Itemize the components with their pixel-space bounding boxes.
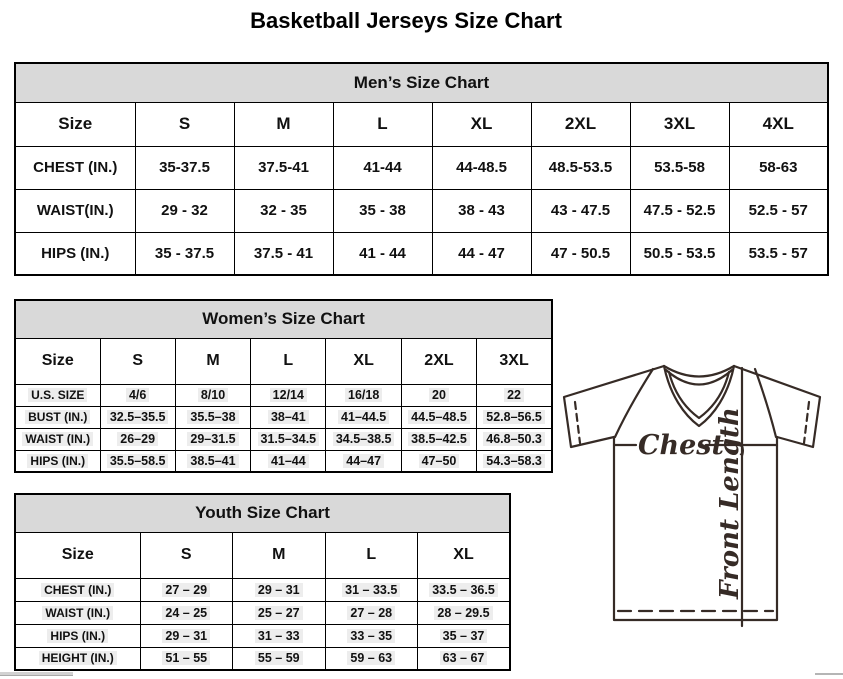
cell-text: 32.5–35.5 [107,410,169,424]
row-label [15,450,100,472]
size-value-cell [100,450,175,472]
cell-text: 44–47 [343,454,384,468]
cell-text: 47–50 [419,454,460,468]
cell-text: 31 – 33 [255,629,303,643]
column-header: Size [15,102,135,146]
cell-text: 34.5–38.5 [333,432,395,446]
column-header: 3XL [630,102,729,146]
size-value-cell [477,450,552,472]
table-title: Men’s Size Chart [15,63,828,102]
size-value-cell: 38 - 43 [432,189,531,232]
cell-text: 51 – 55 [162,651,210,665]
size-value-cell: 53.5 - 57 [729,232,828,275]
size-value-cell: 37.5-41 [234,146,333,189]
cell-text: 22 [504,388,524,402]
cell-text: 38–41 [268,410,309,424]
size-value-cell [401,406,476,428]
size-value-cell: 58-63 [729,146,828,189]
cell-text: 29–31.5 [187,432,238,446]
cell-text: 35 – 37 [440,629,488,643]
size-value-cell [325,601,418,624]
size-value-cell: 47 - 50.5 [531,232,630,275]
size-value-cell: 41 - 44 [333,232,432,275]
front-length-label: Front Length [715,407,745,599]
column-header: L [251,338,326,384]
column-header: 2XL [401,338,476,384]
size-value-cell: 43 - 47.5 [531,189,630,232]
cell-text: 38.5–42.5 [408,432,470,446]
column-header: S [100,338,175,384]
size-value-cell [233,578,326,601]
table-row [15,146,828,189]
size-value-cell [326,428,401,450]
left-cuff-stitch-dashed [575,402,580,443]
size-value-cell [233,647,326,670]
row-label: CHEST (IN.) [15,146,135,189]
jersey-measurement-diagram [552,353,838,645]
size-value-cell [418,647,511,670]
right-cuff-stitch-dashed [804,402,809,443]
column-header: Size [15,338,100,384]
cell-text: HIPS (IN.) [27,454,88,468]
cell-text: BUST (IN.) [25,410,90,424]
cell-text: 52.8–56.5 [483,410,545,424]
cell-text: HIPS (IN.) [47,629,108,643]
size-value-cell [477,384,552,406]
page-title: Basketball Jerseys Size Chart [250,8,562,33]
cell-text: 29 – 31 [162,629,210,643]
size-value-cell [251,450,326,472]
column-header: 2XL [531,102,630,146]
size-value-cell: 44-48.5 [432,146,531,189]
column-header: XL [326,338,401,384]
column-header: L [325,532,418,578]
size-value-cell [326,384,401,406]
row-label: HIPS (IN.) [15,232,135,275]
column-header: S [135,102,234,146]
size-value-cell [140,601,233,624]
cell-text: 31.5–34.5 [258,432,320,446]
column-header: 3XL [477,338,552,384]
cell-text: 16/18 [345,388,382,402]
table-title: Youth Size Chart [15,494,510,532]
cell-text: WAIST (IN.) [22,432,93,446]
cell-text: WAIST (IN.) [42,606,113,620]
size-value-cell [477,428,552,450]
size-value-cell [251,384,326,406]
table-row [15,406,552,428]
table-caption-row [15,300,552,338]
mens-size-chart-table [14,62,829,276]
size-value-cell [175,384,250,406]
size-value-cell: 44 - 47 [432,232,531,275]
size-value-cell [418,601,511,624]
size-value-cell [175,450,250,472]
cell-text: 24 – 25 [162,606,210,620]
youth-size-chart-table [14,493,511,671]
cell-text: 63 – 67 [440,651,488,665]
size-value-cell [140,647,233,670]
row-label [15,384,100,406]
jersey-right-sleeve-path [734,366,820,447]
table-row [15,601,510,624]
column-header: XL [418,532,511,578]
column-header: S [140,532,233,578]
size-value-cell: 41-44 [333,146,432,189]
row-label [15,578,140,601]
size-value-cell [233,601,326,624]
size-value-cell [418,624,511,647]
row-label: WAIST(IN.) [15,189,135,232]
table-row [15,232,828,275]
size-value-cell: 48.5-53.5 [531,146,630,189]
row-label [15,624,140,647]
size-value-cell [100,428,175,450]
table-row [15,578,510,601]
size-value-cell [175,406,250,428]
cell-text: 35.5–58.5 [107,454,169,468]
cell-text: 31 – 33.5 [342,583,400,597]
table-header-row [15,532,510,578]
table-row [15,384,552,406]
table-row [15,624,510,647]
table-row [15,428,552,450]
table-row [15,189,828,232]
size-value-cell: 35 - 38 [333,189,432,232]
table-row [15,450,552,472]
size-value-cell [251,428,326,450]
size-value-cell [100,406,175,428]
cell-text: 38.5–41 [187,454,238,468]
cell-text: 29 – 31 [255,583,303,597]
size-value-cell [401,384,476,406]
column-header: XL [432,102,531,146]
size-value-cell [401,428,476,450]
size-value-cell: 37.5 - 41 [234,232,333,275]
size-value-cell: 52.5 - 57 [729,189,828,232]
womens-size-chart-table [14,299,553,473]
cell-text: U.S. SIZE [28,388,87,402]
cell-text: 35.5–38 [187,410,238,424]
size-value-cell [251,406,326,428]
cell-text: 33.5 – 36.5 [429,583,498,597]
row-label [15,406,100,428]
jersey-body-path [614,437,777,620]
cell-text: 55 – 59 [255,651,303,665]
cell-text: 27 – 29 [162,583,210,597]
size-value-cell: 32 - 35 [234,189,333,232]
size-value-cell [326,406,401,428]
column-header: M [233,532,326,578]
table-row [15,647,510,670]
column-header: M [175,338,250,384]
row-label [15,601,140,624]
size-value-cell [325,624,418,647]
chest-label: Chest [638,430,724,461]
cell-text: 4/6 [126,388,149,402]
cell-text: 59 – 63 [347,651,395,665]
size-value-cell: 53.5-58 [630,146,729,189]
table-header-row [15,338,552,384]
cell-text: 44.5–48.5 [408,410,470,424]
cell-text: 54.3–58.3 [483,454,545,468]
size-value-cell: 29 - 32 [135,189,234,232]
jersey-collar-curve-outer [664,366,734,377]
row-label [15,647,140,670]
table-caption-row [15,494,510,532]
scrollbar-fragment-left[interactable] [0,672,73,676]
size-value-cell [326,450,401,472]
scrollbar-fragment-right[interactable] [815,673,843,675]
size-value-cell [140,624,233,647]
cell-text: 26–29 [117,432,158,446]
size-value-cell [100,384,175,406]
size-value-cell: 50.5 - 53.5 [630,232,729,275]
cell-text: HEIGHT (IN.) [39,651,117,665]
table-title: Women’s Size Chart [15,300,552,338]
size-value-cell [325,647,418,670]
size-value-cell [418,578,511,601]
cell-text: 27 – 28 [347,606,395,620]
size-value-cell [233,624,326,647]
size-value-cell [477,406,552,428]
cell-text: CHEST (IN.) [41,583,114,597]
table-caption-row [15,63,828,102]
size-value-cell [325,578,418,601]
cell-text: 20 [429,388,449,402]
column-header: 4XL [729,102,828,146]
cell-text: 12/14 [270,388,307,402]
row-label [15,428,100,450]
table-header-row [15,102,828,146]
size-value-cell: 35-37.5 [135,146,234,189]
size-value-cell: 47.5 - 52.5 [630,189,729,232]
column-header: Size [15,532,140,578]
size-value-cell [175,428,250,450]
column-header: M [234,102,333,146]
size-value-cell: 35 - 37.5 [135,232,234,275]
cell-text: 33 – 35 [347,629,395,643]
size-value-cell [401,450,476,472]
jersey-diagram-svg [552,353,838,645]
cell-text: 41–44.5 [338,410,389,424]
cell-text: 41–44 [268,454,309,468]
size-value-cell [140,578,233,601]
cell-text: 46.8–50.3 [483,432,545,446]
cell-text: 8/10 [198,388,228,402]
column-header: L [333,102,432,146]
cell-text: 28 – 29.5 [434,606,492,620]
cell-text: 25 – 27 [255,606,303,620]
